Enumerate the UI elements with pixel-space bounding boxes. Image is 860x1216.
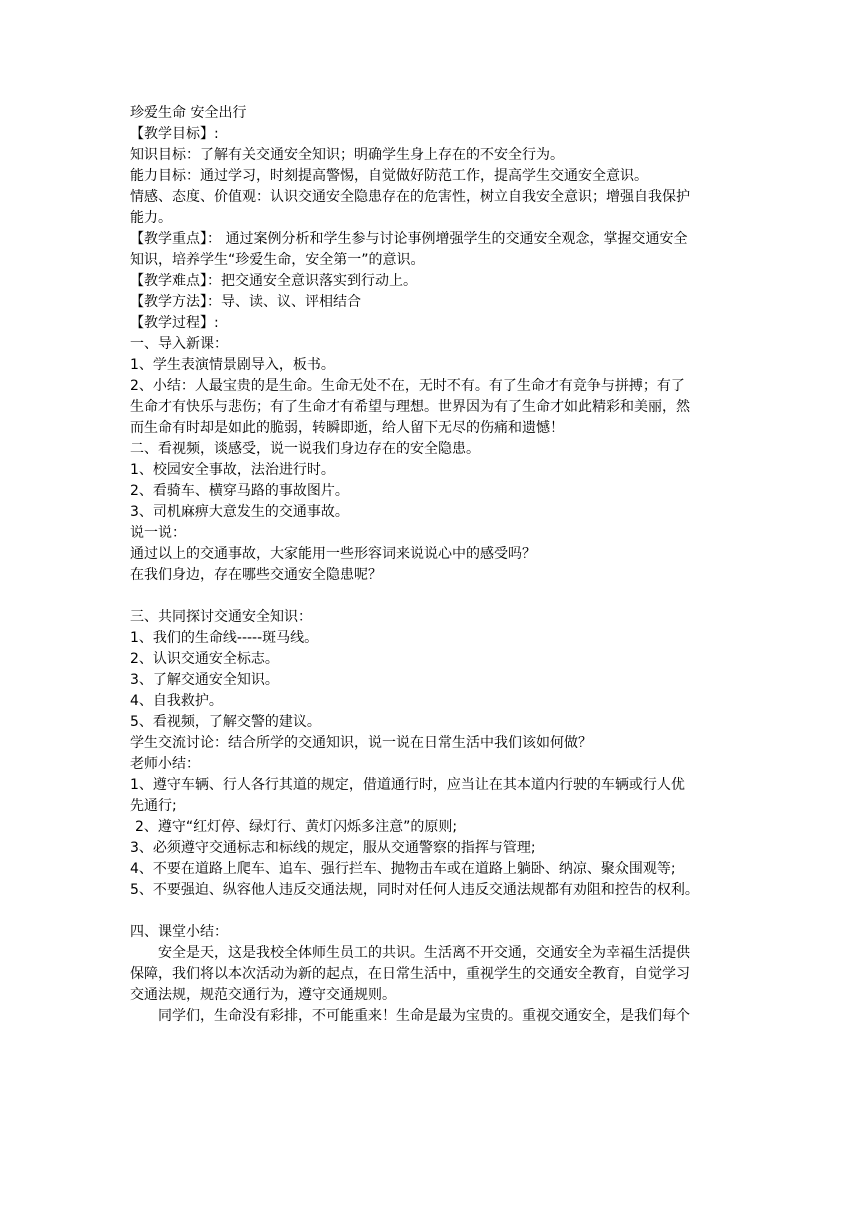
section-2-item-3: 3、司机麻痹大意发生的交通事故。 [130, 504, 349, 520]
section-1-heading: 一、导入新课： [130, 336, 228, 352]
section-3-discussion: 学生交流讨论：结合所学的交通知识，说一说在日常生活中我们该如何做？ [130, 735, 592, 751]
section-3-rule-4: 4、不要在道路上爬车、追车、强行拦车、抛物击车或在道路上躺卧、纳凉、聚众围观等; [130, 861, 676, 877]
section-2-question-2: 在我们身边，存在哪些交通安全隐患呢？ [130, 567, 382, 583]
section-2-say-label: 说一说： [130, 525, 186, 541]
section-3-rule-1-line-2: 先通行; [130, 798, 177, 814]
section-3-rule-3: 3、必须遵守交通标志和标线的规定，服从交通警察的指挥与管理; [130, 840, 536, 856]
blank-line [130, 901, 732, 922]
section-2-question-1: 通过以上的交通事故，大家能用一些形容词来说说心中的感受吗？ [130, 546, 536, 562]
section-4-paragraph-2-line-1: 同学们，生命没有彩排，不可能重来！生命是最为宝贵的。重视交通安全，是我们每个 [158, 1008, 690, 1024]
section-1-item-2-line-1: 2、小结：人最宝贵的是生命。生命无处不在，无时不有。有了生命才有竞争与拼搏；有了 [130, 378, 685, 394]
section-1-item-2-line-2: 生命才有快乐与悲伤；有了生命才有希望与理想。世界因为有了生命才如此精彩和美丽，然 [130, 399, 690, 415]
methods: 【教学方法】：导、读、议、评相结合 [130, 294, 361, 310]
difficulty: 【教学难点】：把交通安全意识落实到行动上。 [130, 273, 417, 289]
section-4-heading: 四、课堂小结： [130, 924, 228, 940]
key-point-line-2: 知识，培养学生“珍爱生命，安全第一”的意识。 [130, 252, 425, 268]
key-point-line-1: 【教学重点】： 通过案例分析和学生参与讨论事例增强学生的交通安全观念，掌握交通安全 [130, 231, 688, 247]
section-1-item-1: 1、学生表演情景剧导入，板书。 [130, 357, 335, 373]
section-2-heading: 二、看视频，谈感受，说一说我们身边存在的安全隐患。 [130, 441, 480, 457]
section-3-item-1: 1、我们的生命线-----斑马线。 [130, 630, 319, 646]
section-4-paragraph-1-line-1: 安全是天，这是我校全体师生员工的共识。生活离不开交通，交通安全为幸福生活提供 [158, 945, 690, 961]
section-3-heading: 三、共同探讨交通安全知识： [130, 609, 312, 625]
document-body [130, 103, 732, 1027]
knowledge-goal: 知识目标：了解有关交通安全知识；明确学生身上存在的不安全行为。 [130, 147, 564, 163]
section-3-item-3: 3、了解交通安全知识。 [130, 672, 279, 688]
objectives-heading: 【教学目标】: [130, 126, 219, 142]
section-2-item-2: 2、看骑车、横穿马路的事故图片。 [130, 483, 349, 499]
section-3-item-5: 5、看视频，了解交警的建议。 [130, 714, 321, 730]
ability-goal: 能力目标：通过学习，时刻提高警惕，自觉做好防范工作，提高学生交通安全意识。 [130, 168, 648, 184]
section-4-paragraph-1-line-3: 交通法规，规范交通行为，遵守交通规则。 [130, 987, 396, 1003]
section-3-item-2: 2、认识交通安全标志。 [130, 651, 279, 667]
section-3-rule-1-line-1: 1、遵守车辆、行人各行其道的规定，借道通行时，应当让在其本道内行驶的车辆或行人优 [130, 777, 685, 793]
section-3-item-4: 4、自我救护。 [130, 693, 223, 709]
attitude-goal-line-1: 情感、态度、价值观：认识交通安全隐患存在的危害性，树立自我安全意识；增强自我保护 [130, 189, 690, 205]
section-4-paragraph-1-line-2: 保障，我们将以本次活动为新的起点，在日常生活中，重视学生的交通安全教育，自觉学习 [130, 966, 690, 982]
process-heading: 【教学过程】: [130, 315, 219, 331]
section-3-teacher-summary-label: 老师小结： [130, 756, 200, 772]
blank-line [130, 586, 732, 607]
section-1-item-2-line-3: 而生命有时却是如此的脆弱，转瞬即逝，给人留下无尽的伤痛和遗憾！ [130, 420, 564, 436]
document-title: 珍爱生命 安全出行 [130, 105, 247, 121]
attitude-goal-line-2: 能力。 [130, 210, 172, 226]
section-3-rule-2: 2、遵守“红灯停、绿灯行、黄灯闪烁多注意”的原则; [135, 819, 458, 835]
section-3-rule-5: 5、不要强迫、纵容他人违反交通法规，同时对任何人违反交通法规都有劝阻和控告的权利。 [130, 882, 699, 898]
section-2-item-1: 1、校园安全事故，法治进行时。 [130, 462, 335, 478]
